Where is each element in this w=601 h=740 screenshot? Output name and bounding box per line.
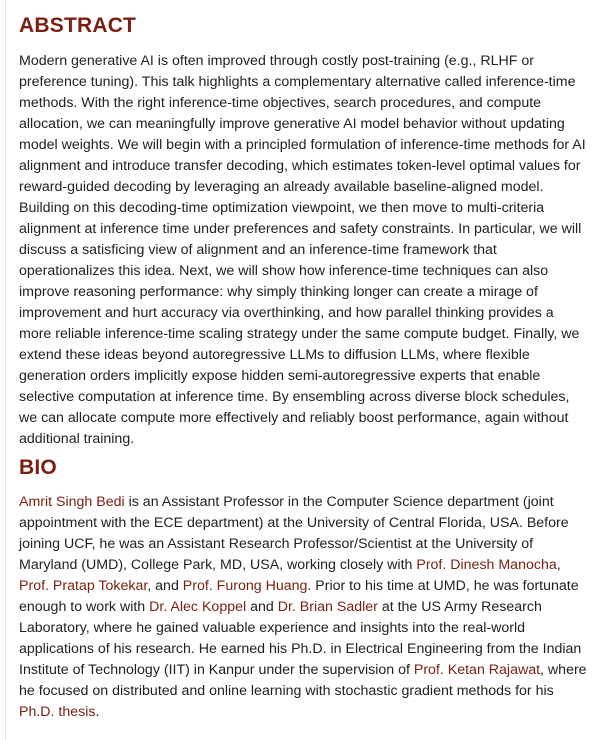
abstract-heading: ABSTRACT (19, 14, 137, 37)
bio-text-3: , and (147, 578, 183, 594)
huang-link[interactable]: Prof. Furong Huang (182, 578, 308, 594)
bio-text-8: . (95, 704, 100, 720)
bio-text-2: , (556, 557, 561, 573)
bio-paragraph (19, 492, 589, 723)
bio-text-5: and (246, 599, 278, 615)
sadler-link[interactable]: Dr. Brian Sadler (277, 599, 378, 615)
tokekar-link[interactable]: Prof. Pratap Tokekar (19, 578, 148, 594)
koppel-link[interactable]: Dr. Alec Koppel (149, 599, 247, 615)
content-column (19, 12, 589, 723)
bio-text-1: is an Assistant Professor in the Computer Science department (joint appointment with the ECE department) at the University of Central Florida, USA. Before joining UCF, he was an Assistant Research Professor/Scientist at the University of Maryland (UMD), College Park, MD, USA, working closely with (19, 494, 569, 573)
bio-text-6: at the US Army Research Laboratory, where he gained valuable experience and insights into the real-world applications of his research. He earned his Ph.D. in Electrical Engineering from the Indian Institute of Technology (IIT) in Kanpur under the supervision of (19, 599, 582, 678)
speaker-name-link[interactable]: Amrit Singh Bedi (19, 494, 125, 510)
manocha-link[interactable]: Prof. Dinesh Manocha (416, 557, 557, 573)
left-divider (5, 0, 6, 740)
bio-text-7: , where he focused on distributed and online learning with stochastic gradient methods for his (19, 662, 587, 699)
abstract-paragraph: Modern generative AI is often improved through costly post-training (e.g., RLHF or preference tuning). This talk highlights a complementary alternative called inference-time methods. With the right inference-time objectives, search procedures, and compute allocation, we can meaningfully improve generative AI model behavior without updating model weights. We will begin with a principled formulation of inference-time methods for AI alignment and introduce transfer decoding, which estimates token-level optimal values for reward-guided decoding by leveraging an already available baseline-aligned model. Building on this decoding-time optimization viewpoint, we then move to multi-criteria alignment at inference time under preferences and safety constraints. In particular, we will discuss a satisficing view of alignment and an inference-time framework that operationalizes this idea. Next, we will show how inference-time techniques can also improve reasoning performance: why simply thinking longer can create a mirage of improvement and hurt accuracy via overthinking, and how parallel thinking provides a more reliable inference-time scaling strategy under the same compute budget. Finally, we extend these ideas beyond autoregressive LLMs to diffusion LLMs, where flexible generation orders implicitly expose hidden semi-autoregressive experts that enable selective computation at inference time. By ensembling across diverse block schedules, we can allocate compute more effectively and reliably boost performance, again without additional training. (19, 53, 586, 447)
rajawat-link[interactable]: Prof. Ketan Rajawat (413, 662, 541, 678)
bio-text-4: . Prior to his time at UMD, he was fortunate enough to work with (19, 578, 579, 615)
bio-heading: BIO (19, 456, 57, 479)
thesis-link[interactable]: Ph.D. thesis (19, 704, 96, 720)
